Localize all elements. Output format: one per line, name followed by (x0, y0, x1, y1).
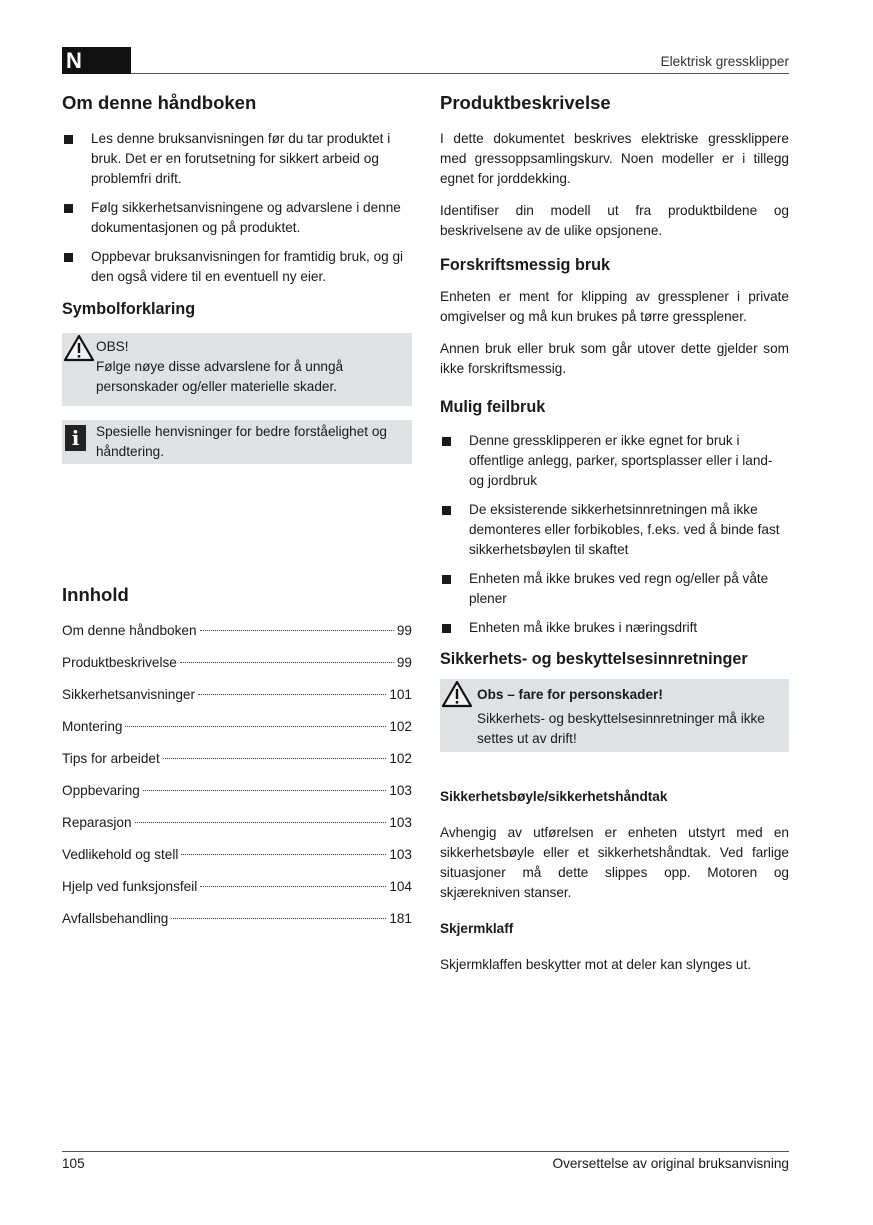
header-divider (131, 73, 789, 74)
table-of-contents (62, 621, 412, 941)
safety-warning-note (440, 679, 789, 752)
product-paragraph: Identifiser din modell ut fra produktbildene og beskrivelsene av de ulike opsjonene. (440, 203, 789, 238)
toc-entry[interactable] (62, 845, 412, 877)
list-item: Oppbevar bruksanvisningen for framtidig bruk, og gi den også videre til en eventuell ny eier. (62, 247, 412, 287)
toc-label: Tips for arbeidet (62, 751, 160, 766)
toc-label: Vedlikehold og stell (62, 847, 179, 862)
toc-label: Sikkerhetsanvisninger (62, 687, 195, 702)
toc-leader (143, 790, 386, 791)
misuse-list (440, 431, 789, 638)
flap-paragraph: Skjermklaffen beskytter mot at deler kan slynges ut. (440, 957, 752, 972)
toc-entry[interactable] (62, 813, 412, 845)
language-tab: N (62, 47, 131, 74)
list-item: Følg sikkerhetsanvisningene og advarslene i denne dokumentasjonen og på produktet. (62, 198, 412, 238)
product-heading: Produktbeskrivelse (440, 92, 611, 113)
toc-leader (125, 726, 386, 727)
toc-leader (200, 886, 386, 887)
safety-warning-title: Obs – fare for personskader! (477, 687, 663, 702)
list-item: Enheten må ikke brukes i næringsdrift (440, 618, 789, 638)
toc-page: 101 (389, 687, 412, 702)
toc-page: 102 (389, 719, 412, 734)
toc-entry[interactable] (62, 653, 412, 685)
intended-use-paragraph: Annen bruk eller bruk som går utover dette gjelder som ikke forskriftsmessig. (440, 341, 789, 376)
warning-note (62, 333, 412, 406)
toc-label: Montering (62, 719, 123, 734)
footer-divider (62, 1151, 789, 1152)
flap-heading: Skjermklaff (440, 921, 514, 936)
toc-page: 103 (389, 783, 412, 798)
list-item: De eksisterende sikkerhetsinnretningen må ikke demonteres eller forbikobles, f.eks. ved å binde fast sikkerhetsbøylen til skaftet (440, 500, 789, 560)
intended-use-heading: Forskriftsmessig bruk (440, 256, 611, 274)
info-text: Spesielle henvisninger for bedre forståelighet og håndtering. (96, 424, 387, 459)
misuse-heading: Mulig feilbruk (440, 398, 546, 416)
toc-entry[interactable] (62, 877, 412, 909)
toc-leader (171, 918, 386, 919)
toc-leader (198, 694, 386, 695)
toc-page: 103 (389, 847, 412, 862)
toc-leader (181, 854, 386, 855)
toc-entry[interactable] (62, 717, 412, 749)
about-list (62, 129, 412, 287)
toc-entry[interactable] (62, 685, 412, 717)
warning-triangle-icon (62, 333, 96, 363)
toc-page: 102 (389, 751, 412, 766)
toc-label: Produktbeskrivelse (62, 655, 177, 670)
toc-leader (135, 822, 387, 823)
toc-label: Oppbevaring (62, 783, 140, 798)
toc-leader (180, 662, 394, 663)
safety-devices-heading: Sikkerhets- og beskyttelsesinnretninger (440, 650, 748, 668)
warning-triangle-icon (440, 679, 474, 709)
footer-note: Oversettelse av original bruksanvisning (552, 1156, 789, 1171)
toc-entry[interactable] (62, 621, 412, 653)
list-item: Les denne bruksanvisningen før du tar produktet i bruk. Det er en forutsetning for sikkert arbeid og problemfri drift. (62, 129, 412, 189)
safety-bar-paragraph: Avhengig av utførelsen er enheten utstyrt med en sikkerhetsbøyle eller et sikkerhetshåndtak. Ved farlige situasjoner må dette slippes opp. Motoren og skjærekniven stanser. (440, 825, 789, 900)
list-item: Denne gressklipperen er ikke egnet for bruk i offentlige anlegg, parker, sportsplasser eller i land- og jordbruk (440, 431, 789, 491)
toc-page: 103 (389, 815, 412, 830)
safety-warning-text: Sikkerhets- og beskyttelsesinnretninger må ikke settes ut av drift! (477, 711, 765, 746)
list-item: Enheten må ikke brukes ved regn og/eller på våte plener (440, 569, 789, 609)
toc-label: Hjelp ved funksjonsfeil (62, 879, 198, 894)
toc-leader (163, 758, 387, 759)
running-header-title: Elektrisk gressklipper (660, 54, 789, 69)
warning-title: OBS! (96, 339, 129, 354)
safety-bar-heading: Sikkerhetsbøyle/sikkerhetshåndtak (440, 789, 668, 804)
intended-use-paragraph: Enheten er ment for klipping av gressplener i private omgivelser og må kun brukes på tørre gressplener. (440, 289, 789, 324)
info-note (62, 420, 412, 464)
warning-text: Følge nøye disse advarslene for å unngå personskader og/eller materielle skader. (96, 359, 344, 394)
toc-page: 181 (389, 911, 412, 926)
toc-page: 104 (389, 879, 412, 894)
right-column (440, 88, 789, 975)
toc-label: Om denne håndboken (62, 623, 197, 638)
toc-page: 99 (396, 623, 412, 638)
toc-entry[interactable] (62, 909, 412, 941)
page-number: 105 (62, 1156, 85, 1171)
toc-label: Reparasjon (62, 815, 132, 830)
toc-heading: Innhold (62, 584, 129, 605)
toc-page: 99 (396, 655, 412, 670)
info-icon: i (65, 425, 86, 451)
toc-leader (200, 630, 394, 631)
left-column (62, 88, 412, 941)
toc-label: Avfallsbehandling (62, 911, 169, 926)
toc-entry[interactable] (62, 749, 412, 781)
toc-entry[interactable] (62, 781, 412, 813)
symbols-heading: Symbolforklaring (62, 300, 196, 318)
about-heading: Om denne håndboken (62, 92, 257, 113)
product-paragraph: I dette dokumentet beskrives elektriske gressklippere med gressoppsamlingskurv. Noen modeller er i tillegg egnet for jorddekking. (440, 131, 789, 186)
